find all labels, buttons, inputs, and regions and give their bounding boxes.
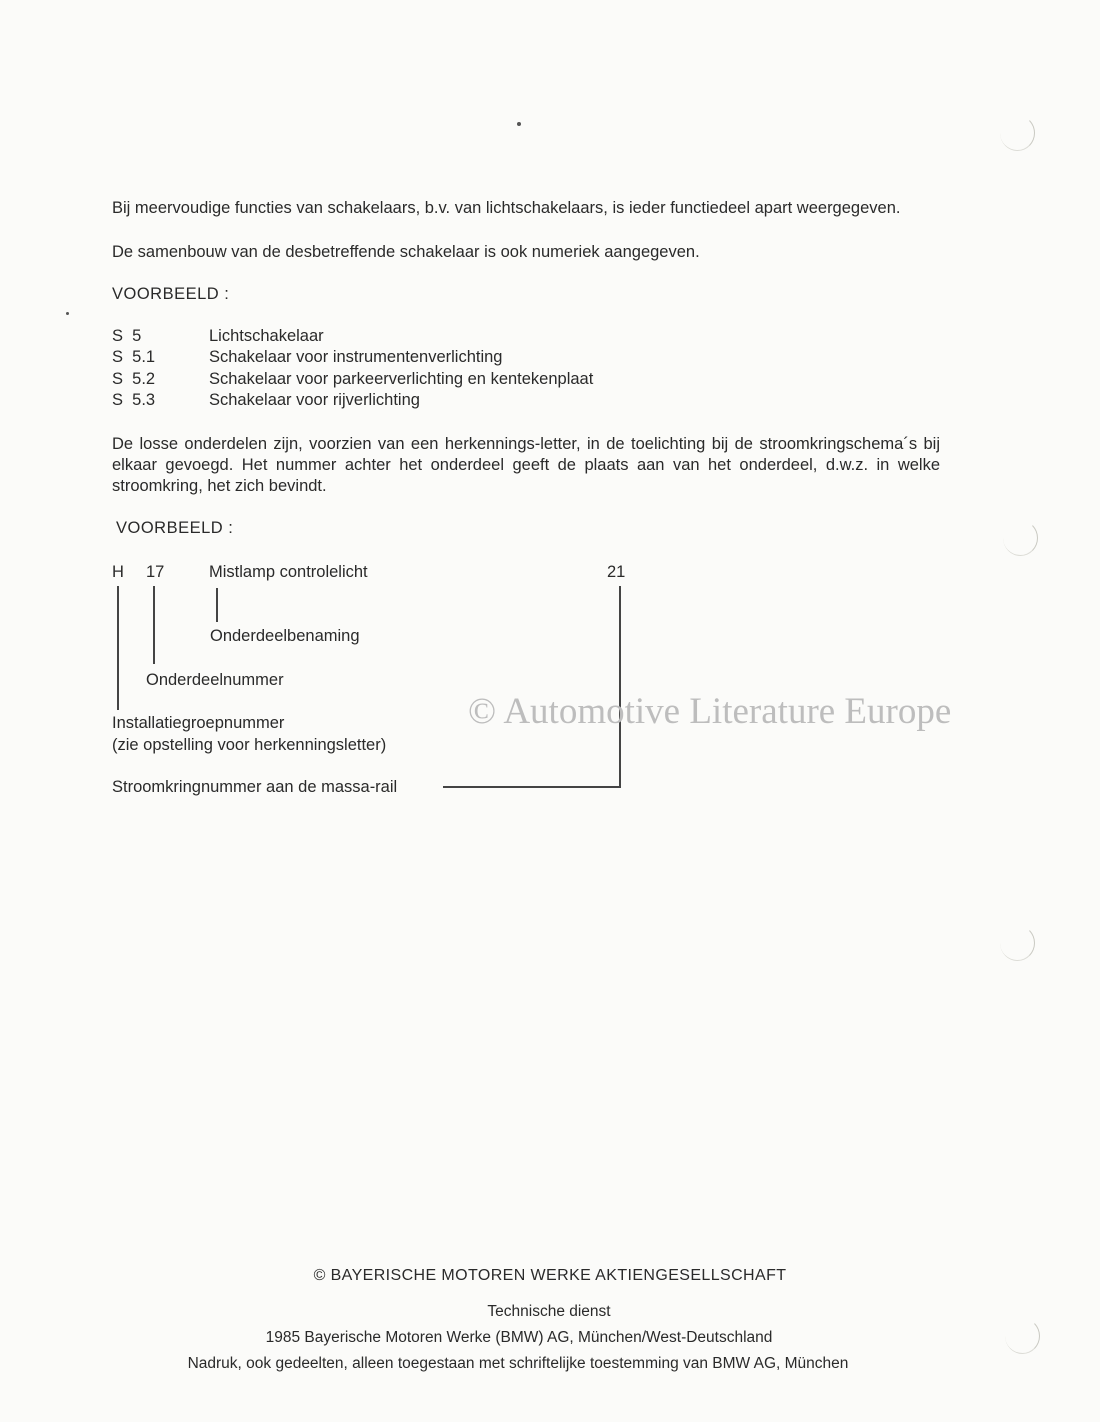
intro-paragraph: [112, 198, 940, 219]
part-letter: H: [112, 563, 124, 581]
part-number: 17: [146, 563, 165, 581]
row-code: S 5.2: [112, 370, 156, 388]
label-part-name: Onderdeelbenaming: [210, 627, 360, 645]
footer-reprint-notice: Nadruk, ook gedeelten, alleen toegestaan met schriftelijke toestemming van BMW AG, München: [187, 1355, 849, 1372]
middle-paragraph: De losse onderdelen zijn, voorzien van een herkennings-letter, in de toelichting bij de stroomkringschema´s bij elkaar gevoegd. Het nummer achter het onderdeel geeft de plaats aan van het onderdeel, d.w.z. in welke stroomkring, het zich bevindt.: [112, 435, 940, 495]
connector-name: [216, 588, 218, 622]
row-label: Lichtschakelaar: [209, 327, 324, 345]
footer-department: Technische dienst: [487, 1303, 611, 1320]
intro-line-1: Bij meervoudige functies van schakelaars, b.v. van lichtschakelaars, is ieder functiedeel apart weergegeven.: [112, 199, 901, 217]
binder-hole-top: [1000, 115, 1035, 151]
row-label: Schakelaar voor rijverlichting: [209, 391, 420, 409]
row-code: S 5.3: [112, 391, 156, 409]
circuit-number: 21: [607, 563, 626, 581]
footer-copyright: © BAYERISCHE MOTOREN WERKE AKTIENGESELLSCHAFT: [313, 1267, 787, 1284]
example-heading-2: VOORBEELD :: [116, 519, 234, 537]
row-code: S 5.1: [112, 348, 156, 366]
label-circuit-number: Stroomkringnummer aan de massa-rail: [112, 778, 398, 796]
watermark: © Automotive Literature Europe: [468, 691, 952, 732]
speck: [517, 122, 521, 126]
connector-number: [153, 586, 155, 664]
connector-letter: [117, 586, 119, 710]
example-heading-1: VOORBEELD :: [112, 285, 230, 303]
label-group-number: Installatiegroepnummer: [112, 714, 285, 732]
label-group-note: (zie opstelling voor herkenningsletter): [112, 736, 387, 754]
binder-hole-lower: [1000, 925, 1035, 961]
intro-line-2: De samenbouw van de desbetreffende schakelaar is ook numeriek aangegeven.: [112, 243, 700, 261]
label-part-number: Onderdeelnummer: [146, 671, 284, 689]
speck: [66, 312, 69, 315]
row-label: Schakelaar voor parkeerverlichting en kentekenplaat: [209, 370, 594, 388]
row-label: Schakelaar voor instrumentenverlichting: [209, 348, 503, 366]
connector-circuit-horizontal: [443, 786, 621, 788]
row-code: S 5: [112, 327, 142, 345]
footer-publisher: 1985 Bayerische Motoren Werke (BMW) AG, München/West-Deutschland: [265, 1329, 773, 1346]
part-name: Mistlamp controlelicht: [209, 563, 368, 581]
binder-hole-middle: [1003, 520, 1038, 556]
connector-circuit-vertical: [619, 586, 621, 787]
